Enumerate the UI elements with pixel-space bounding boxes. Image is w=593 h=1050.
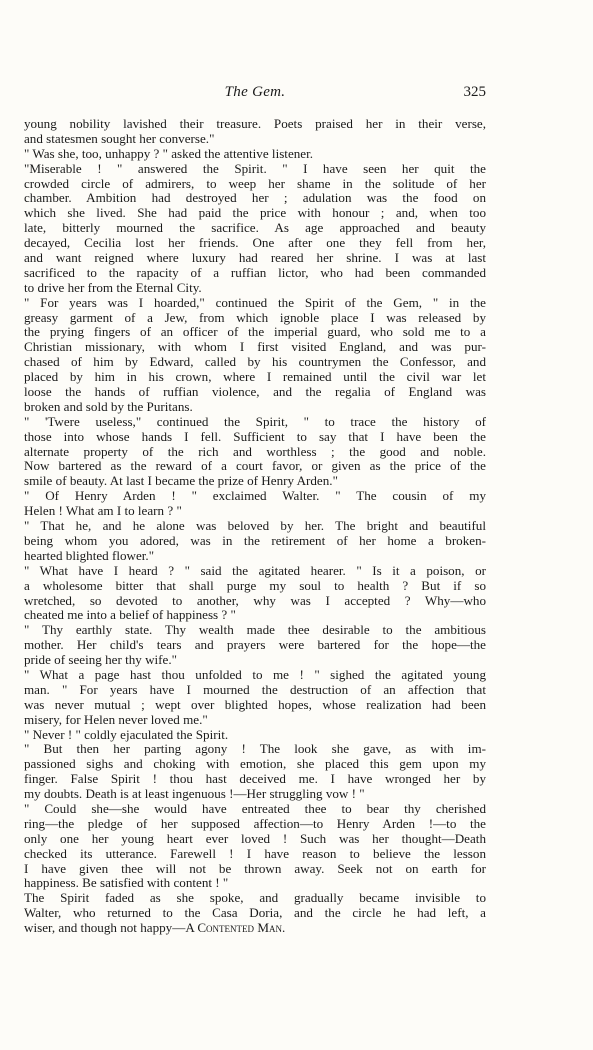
- text-line: [24, 177, 486, 192]
- text-line: [24, 385, 486, 400]
- body-text: [24, 117, 486, 936]
- text-line: [24, 132, 486, 147]
- text-line-content: cheated me into a belief of happiness ? ": [24, 607, 236, 623]
- text-line-content: and want reigned where luxury had reared her shrine. I was at last: [24, 250, 486, 266]
- text-line: [24, 921, 486, 936]
- text-line: [24, 474, 486, 489]
- text-line: [24, 296, 486, 311]
- text-line: [24, 281, 486, 296]
- text-line: [24, 504, 486, 519]
- text-line-content: " 'Twere useless," continued the Spirit, " to trace the history of: [24, 413, 486, 429]
- text-line: [24, 742, 486, 757]
- text-line: [24, 847, 486, 862]
- text-line: [24, 355, 486, 370]
- text-line-content: " Was she, too, unhappy ? " asked the attentive listener.: [24, 145, 314, 161]
- text-line: [24, 594, 486, 609]
- text-line-content: man. " For years have I mourned the destruction of an affection that: [24, 681, 486, 697]
- text-line: [24, 787, 486, 802]
- text-line-content: " That he, and he alone was beloved by her. The bright and beautiful: [24, 518, 486, 534]
- text-line-content: the prying fingers of an officer of the imperial guard, who sold me to a: [24, 324, 486, 340]
- text-line: [24, 534, 486, 549]
- text-line: [24, 638, 486, 653]
- text-line-content: young nobility lavished their treasure. Poets praised her in their verse,: [24, 116, 486, 131]
- text-line-content: finger. False Spirit ! thou hast deceived me. I have wronged her by: [24, 771, 486, 787]
- text-line: [24, 713, 486, 728]
- text-line: [24, 370, 486, 385]
- text-line: [24, 489, 486, 504]
- text-line-content: The Spirit faded as she spoke, and gradually became invisible to: [24, 890, 486, 906]
- text-line-content: checked its utterance. Farewell ! I have reason to believe the lesson: [24, 845, 486, 861]
- page-number: 325: [463, 84, 486, 100]
- text-line-content: a wholesome bitter that shall purge my soul to health ? But if so: [24, 577, 486, 593]
- text-line: [24, 668, 486, 683]
- text-line-content: " But then her parting agony ! The look she gave, as with im-: [24, 741, 486, 757]
- text-line-content: late, bitterly mourned the sacrifice. As age approached and beauty: [24, 220, 486, 236]
- text-line: [24, 266, 486, 281]
- text-line-content: loose the hands of ruffian violence, and the regalia of England was: [24, 384, 486, 400]
- text-line: [24, 802, 486, 817]
- text-line: [24, 728, 486, 743]
- text-line: [24, 579, 486, 594]
- text-line-content: ring—the pledge of her supposed affection—to Henry Arden !—to the: [24, 815, 486, 831]
- text-line-content: being whom you adored, was in the retirement of her home a broken-: [24, 532, 486, 548]
- text-line-content: greasy garment of a Jew, from which ignoble place I was released by: [24, 309, 486, 325]
- text-line-content: hearted blighted flower.": [24, 547, 155, 563]
- text-line: [24, 311, 486, 326]
- text-line: [24, 862, 486, 877]
- text-line: [24, 683, 486, 698]
- text-line: [24, 817, 486, 832]
- text-line: [24, 325, 486, 340]
- text-line-content: Christian missionary, with whom I first visited England, and was pur-: [24, 339, 486, 355]
- text-line-content: pride of seeing her thy wife.": [24, 652, 177, 668]
- text-line-content: those into whose hands I fell. Sufficient to say that I have been the: [24, 428, 486, 444]
- text-line: [24, 757, 486, 772]
- text-line-content: Now bartered as the reward of a court favor, or given as the price of the: [24, 458, 486, 474]
- text-line: [24, 876, 486, 891]
- text-line-content: wretched, so devoted to another, why was I accepted ? Why—who: [24, 592, 486, 608]
- text-line: [24, 117, 486, 132]
- text-line: [24, 162, 486, 177]
- text-line: [24, 221, 486, 236]
- text-line: [24, 340, 486, 355]
- text-line-content: "Miserable ! " answered the Spirit. " I have seen her quit the: [24, 160, 486, 176]
- text-line: [24, 236, 486, 251]
- text-line-content: " Could she—she would have entreated thee to bear thy cherished: [24, 800, 486, 816]
- text-line-content: " Thy earthly state. Thy wealth made thee desirable to the ambitious: [24, 622, 486, 638]
- text-line-content: only one her young heart ever loved ! Such was her thought—Death: [24, 830, 486, 846]
- text-line-content: to drive her from the Eternal City.: [24, 279, 202, 295]
- text-line-content: sacrificed to the rapacity of a ruffian lictor, who had been commanded: [24, 264, 486, 280]
- text-line-content: crowded circle of admirers, to weep her shame in the solitude of her: [24, 175, 486, 191]
- text-line: [24, 519, 486, 534]
- text-line-content: broken and sold by the Puritans.: [24, 398, 193, 414]
- text-line-content: " What a page hast thou unfolded to me ! " sighed the agitated young: [24, 666, 486, 682]
- text-line-content: " Never ! " coldly ejaculated the Spirit.: [24, 726, 229, 742]
- text-line-content: I have given thee will not be thrown away. Seek not on earth for: [24, 860, 486, 876]
- text-line: [24, 147, 486, 162]
- text-line: [24, 445, 486, 460]
- running-title: The Gem.: [224, 84, 286, 100]
- text-line-content: Helen ! What am I to learn ? ": [24, 503, 182, 519]
- text-line: [24, 698, 486, 713]
- text-line: [24, 906, 486, 921]
- text-line-content: mother. Her child's tears and prayers were bartered for the hope—the: [24, 637, 486, 653]
- text-line-content: alternate property of the rich and worthless ; the good and noble.: [24, 443, 486, 459]
- text-line-content: " What have I heard ? " said the agitated hearer. " Is it a poison, or: [24, 562, 486, 578]
- text-line-content: decayed, Cecilia lost her friends. One after one they fell from her,: [24, 235, 486, 251]
- text-line: [24, 251, 486, 266]
- text-line: [24, 608, 486, 623]
- text-line-content: passioned sighs and choking with emotion, she placed this gem upon my: [24, 756, 486, 772]
- text-line: [24, 564, 486, 579]
- text-line-content: smile of beauty. At last I became the prize of Henry Arden.": [24, 473, 338, 489]
- closing-phrase: A Contented Man.: [185, 920, 286, 936]
- text-line: [24, 623, 486, 638]
- text-line-content: " For years was I hoarded," continued the Spirit of the Gem, " in the: [24, 294, 486, 310]
- text-line: [24, 415, 486, 430]
- text-line-content: was never mutual ; wept over blighted hopes, whose realization had been: [24, 696, 486, 712]
- text-line-content: Walter, who returned to the Casa Doria, and the circle he had left, a: [24, 905, 486, 921]
- text-line-content: wiser, and though not happy—: [24, 920, 186, 936]
- text-line: [24, 772, 486, 787]
- text-line-content: chased of him by Edward, called by his countrymen the Confessor, and: [24, 354, 486, 370]
- running-header: [24, 84, 486, 104]
- text-line: [24, 891, 486, 906]
- text-line-content: misery, for Helen never loved me.": [24, 711, 208, 727]
- text-line: [24, 400, 486, 415]
- text-line-content: my doubts. Death is at least ingenuous !—Her struggling vow ! ": [24, 786, 365, 802]
- text-line-content: which she lived. She had paid the price with honour ; and, when too: [24, 205, 486, 221]
- text-line: [24, 430, 486, 445]
- text-line-content: and statesmen sought her converse.": [24, 130, 215, 146]
- text-line: [24, 206, 486, 221]
- text-line: [24, 191, 486, 206]
- text-line: [24, 549, 486, 564]
- text-line: [24, 459, 486, 474]
- text-line: [24, 653, 486, 668]
- text-line-content: happiness. Be satisfied with content ! ": [24, 875, 229, 891]
- text-line-content: chamber. Ambition had destroyed her ; adulation was the food on: [24, 190, 486, 206]
- text-line: [24, 832, 486, 847]
- text-line-content: " Of Henry Arden ! " exclaimed Walter. " The cousin of my: [24, 488, 486, 504]
- text-line-content: placed by him in his crown, where I remained until the civil war let: [24, 369, 486, 385]
